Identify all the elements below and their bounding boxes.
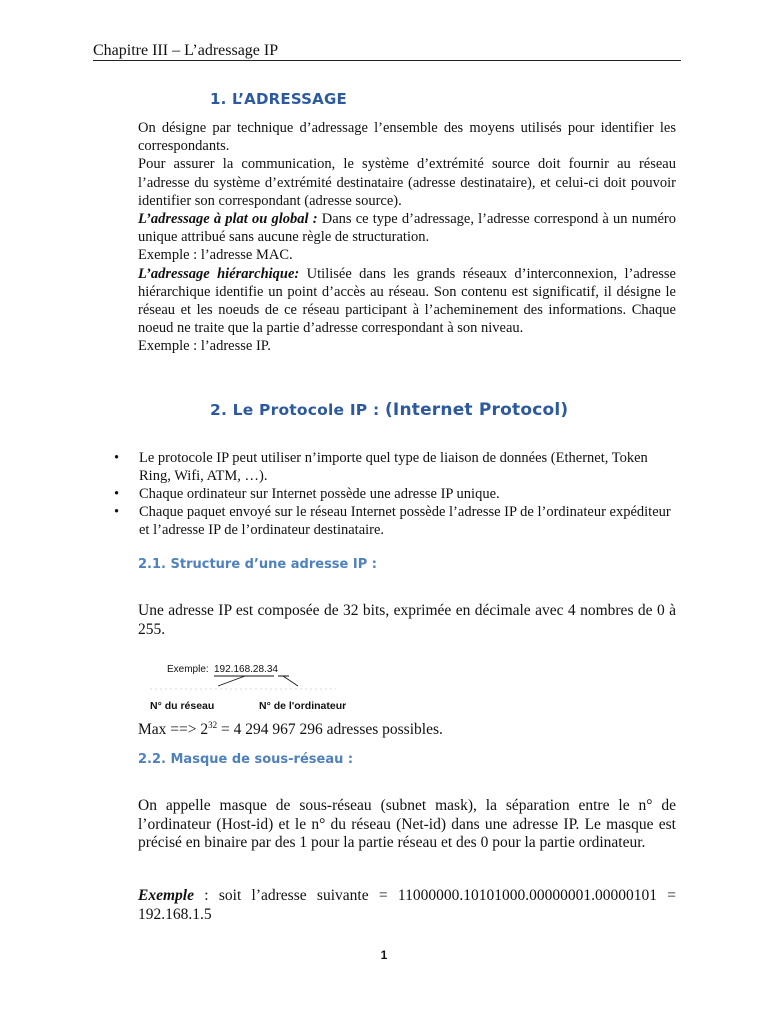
section-2-bullets <box>112 449 677 539</box>
term-hierarchical-addressing: L’adressage hiérarchique: <box>138 265 300 282</box>
header-rule <box>93 60 681 61</box>
paragraph: On appelle masque de sous-réseau (subnet mask), la séparation entre le n° de l’ordinateur (Host-id) et le n° du réseau (Net-id) dans une adresse IP. Le masque est précisé en binaire par des 1 pour la partie réseau et des 0 pour la partie ordinateur. <box>138 797 676 851</box>
section-1-body <box>138 119 676 356</box>
figure-address: 192.168.28.34 <box>214 664 278 675</box>
figure-network-label: N° du réseau <box>150 700 215 712</box>
paragraph: Exemple : l’adresse IP. <box>138 338 271 355</box>
section-2-1-body <box>138 602 676 639</box>
paragraph: Une adresse IP est composée de 32 bits, exprimée en décimale avec 4 nombres de 0 à 255. <box>138 602 676 638</box>
figure-svg <box>150 660 390 716</box>
bullet-icon: • <box>114 486 120 502</box>
paragraph: On désigne par technique d’adressage l’ensemble des moyens utilisés pour identifier les correspondants. <box>138 120 676 155</box>
section-2-title: 2. Le Protocole IP : (Internet Protocol) <box>210 400 569 420</box>
list-item: • Chaque paquet envoyé sur le réseau Internet possède l’adresse IP de l’ordinateur expéditeur et l’adresse IP de l’ordinateur destinataire. <box>114 504 671 538</box>
network-arrow <box>218 676 245 686</box>
paragraph: Exemple : l’adresse MAC. <box>138 247 293 264</box>
figure-example-label: Exemple: <box>167 664 209 675</box>
example-term: Exemple <box>138 887 194 904</box>
figure-host-label: N° de l'ordinateur <box>259 700 347 712</box>
list-item: • Chaque ordinateur sur Internet possède une adresse IP unique. <box>114 486 500 502</box>
max-addresses-line: Max ==> $2^{32} = 4$ 294 967 296 adresses possibles. <box>138 720 443 739</box>
list-item: • Le protocole IP peut utiliser n’importe quel type de liaison de données (Ethernet, Token Ring, Wifi, ATM, …). <box>114 450 648 484</box>
section-1-title: 1. L’ADRESSAGE <box>210 90 347 108</box>
host-arrow <box>283 676 298 686</box>
section-2-2-title: 2.2. Masque de sous-réseau : <box>138 752 354 767</box>
ip-structure-figure <box>150 660 390 716</box>
page-number: 1 <box>380 948 388 962</box>
section-2-2-example: Exemple : soit l’adresse suivante = 11000000.10101000.00000001.00000101 = 192.168.1.5 <box>138 887 676 923</box>
chapter-header: Chapitre III – L’adressage IP <box>93 42 279 59</box>
section-2-2-body <box>138 797 676 853</box>
section-2-1-title: 2.1. Structure d’une adresse IP : <box>138 557 377 572</box>
bullet-icon: • <box>114 504 120 520</box>
paragraph: L’adressage hiérarchique: Utilisée dans les grands réseaux d’interconnexion, l’adresse hiérarchique identifie un point d’accès au réseau. Son contenu est significatif, il désigne le réseau et les noeuds de ce réseau participant à l’acheminement des informations. Chaque noeud ne traite que la partie d’adresse correspondant à son niveau. <box>138 265 676 337</box>
bullet-icon: • <box>114 450 120 466</box>
paragraph: L’adressage à plat ou global : Dans ce type d’adressage, l’adresse correspond à un numéro unique attribué sans aucune règle de structuration. <box>138 211 676 246</box>
term-flat-addressing: L’adressage à plat ou global : <box>138 211 318 228</box>
paragraph: Pour assurer la communication, le système d’extrémité source doit fournir au réseau l’adresse du système d’extrémité destinataire (adresse destinataire), et celui-ci doit pouvoir identifier son correspondant (adresse source). <box>138 156 676 209</box>
